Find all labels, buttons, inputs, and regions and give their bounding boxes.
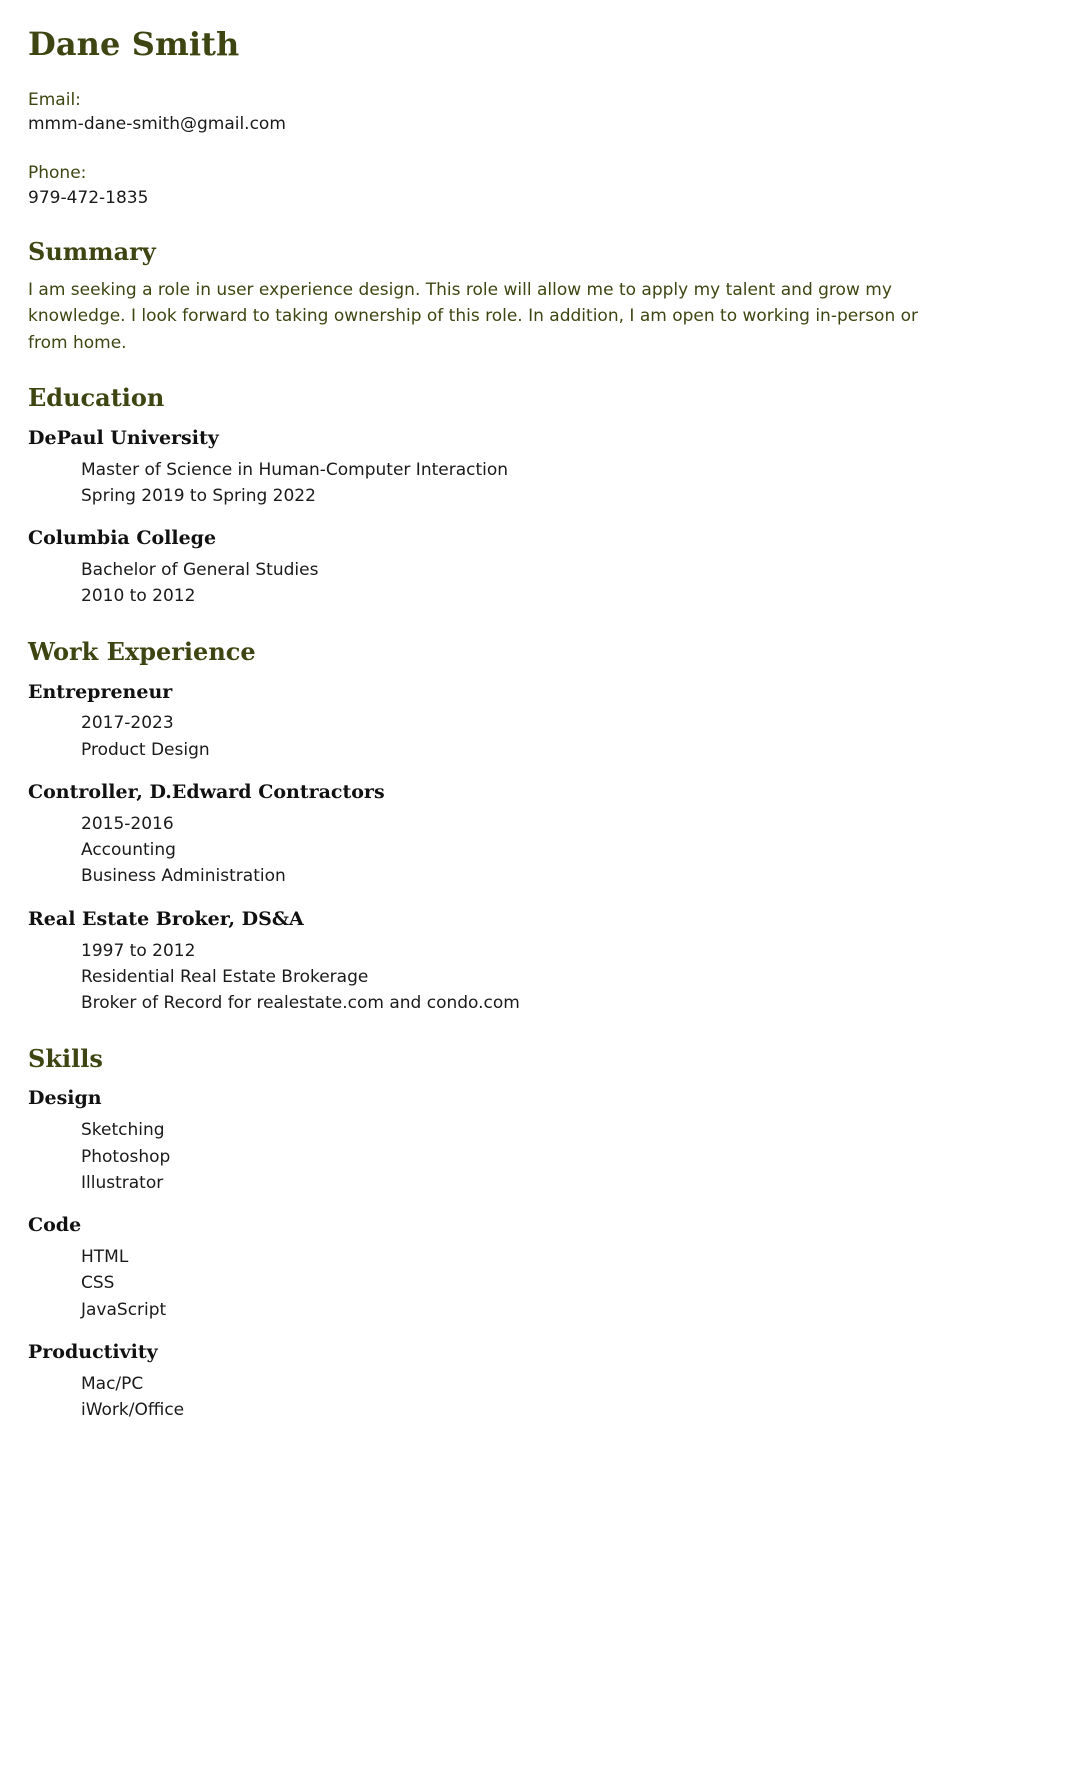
- section-summary: [28, 238, 1042, 356]
- work-entry: [28, 681, 1042, 763]
- entry-detail-line: Broker of Record for realestate.com and condo.com: [81, 993, 520, 1014]
- summary-paragraph: I am seeking a role in user experience design. This role will allow me to apply my talent and grow my knowledge. I look forward to taking ownership of this role. In addition, I am open to working in-person or from home.: [28, 280, 919, 353]
- entry-title: Entrepreneur: [28, 680, 173, 703]
- page-title: Dane Smith: [28, 25, 240, 63]
- entry-detail-line: Bachelor of General Studies: [81, 560, 319, 581]
- entry-details: [28, 811, 1042, 890]
- entry-details: [28, 710, 1042, 763]
- contact-phone: [28, 161, 1042, 210]
- entry-detail-line: 2010 to 2012: [81, 586, 196, 607]
- entry-details: [28, 557, 1042, 610]
- entry-detail-line: HTML: [81, 1246, 129, 1267]
- section-heading-work-experience: Work Experience: [28, 636, 256, 666]
- entry-detail-line: 2015-2016: [81, 813, 174, 834]
- entry-title: Design: [28, 1087, 102, 1110]
- work-entry: [28, 908, 1042, 1017]
- entry-detail-line: 1997 to 2012: [81, 940, 196, 961]
- entry-detail-line: 2017-2023: [81, 713, 174, 734]
- section-heading-education: Education: [28, 383, 165, 413]
- entry-detail-line: Spring 2019 to Spring 2022: [81, 486, 316, 507]
- entry-title: Productivity: [28, 1340, 158, 1363]
- contact-email: [28, 88, 1042, 137]
- entry-details: [28, 1117, 1042, 1196]
- section-heading-summary: Summary: [28, 237, 156, 267]
- skill-group: [28, 1341, 1042, 1423]
- entry-title: Real Estate Broker, DS&A: [28, 907, 304, 930]
- section-work-experience: [28, 638, 1042, 1017]
- entry-detail-line: Business Administration: [81, 866, 286, 887]
- entry-title: Controller, D.Edward Contractors: [28, 781, 385, 804]
- skill-group: [28, 1087, 1042, 1196]
- entry-details: [28, 457, 1042, 510]
- entry-detail-line: Photoshop: [81, 1146, 171, 1167]
- entry-detail-line: Illustrator: [81, 1172, 164, 1193]
- skill-group: [28, 1214, 1042, 1323]
- entry-detail-line: Product Design: [81, 739, 210, 760]
- entry-detail-line: Mac/PC: [81, 1373, 144, 1394]
- contact-label-phone: Phone:: [28, 163, 87, 184]
- contact-value-email: mmm-dane-smith@gmail.com: [28, 114, 286, 135]
- contact-list: [28, 88, 1042, 211]
- entry-detail-line: Residential Real Estate Brokerage: [81, 966, 369, 987]
- entry-detail-line: CSS: [81, 1273, 115, 1294]
- entry-details: [28, 938, 1042, 1017]
- entry-detail-line: Accounting: [81, 840, 176, 861]
- contact-label-email: Email:: [28, 89, 81, 110]
- entry-title: Columbia College: [28, 527, 217, 550]
- entry-detail-line: iWork/Office: [81, 1400, 185, 1421]
- entry-detail-line: JavaScript: [81, 1299, 167, 1320]
- entry-detail-line: Master of Science in Human-Computer Interaction: [81, 459, 509, 480]
- entry-detail-line: Sketching: [81, 1120, 165, 1141]
- entry-details: [28, 1244, 1042, 1323]
- entry-details: [28, 1371, 1042, 1424]
- entry-title: DePaul University: [28, 426, 219, 449]
- section-heading-skills: Skills: [28, 1043, 103, 1073]
- work-entry: [28, 781, 1042, 890]
- entry-title: Code: [28, 1214, 82, 1237]
- contact-value-phone: 979-472-1835: [28, 187, 149, 208]
- education-entry: [28, 527, 1042, 609]
- section-education: [28, 384, 1042, 610]
- section-skills: [28, 1045, 1042, 1424]
- education-entry: [28, 427, 1042, 509]
